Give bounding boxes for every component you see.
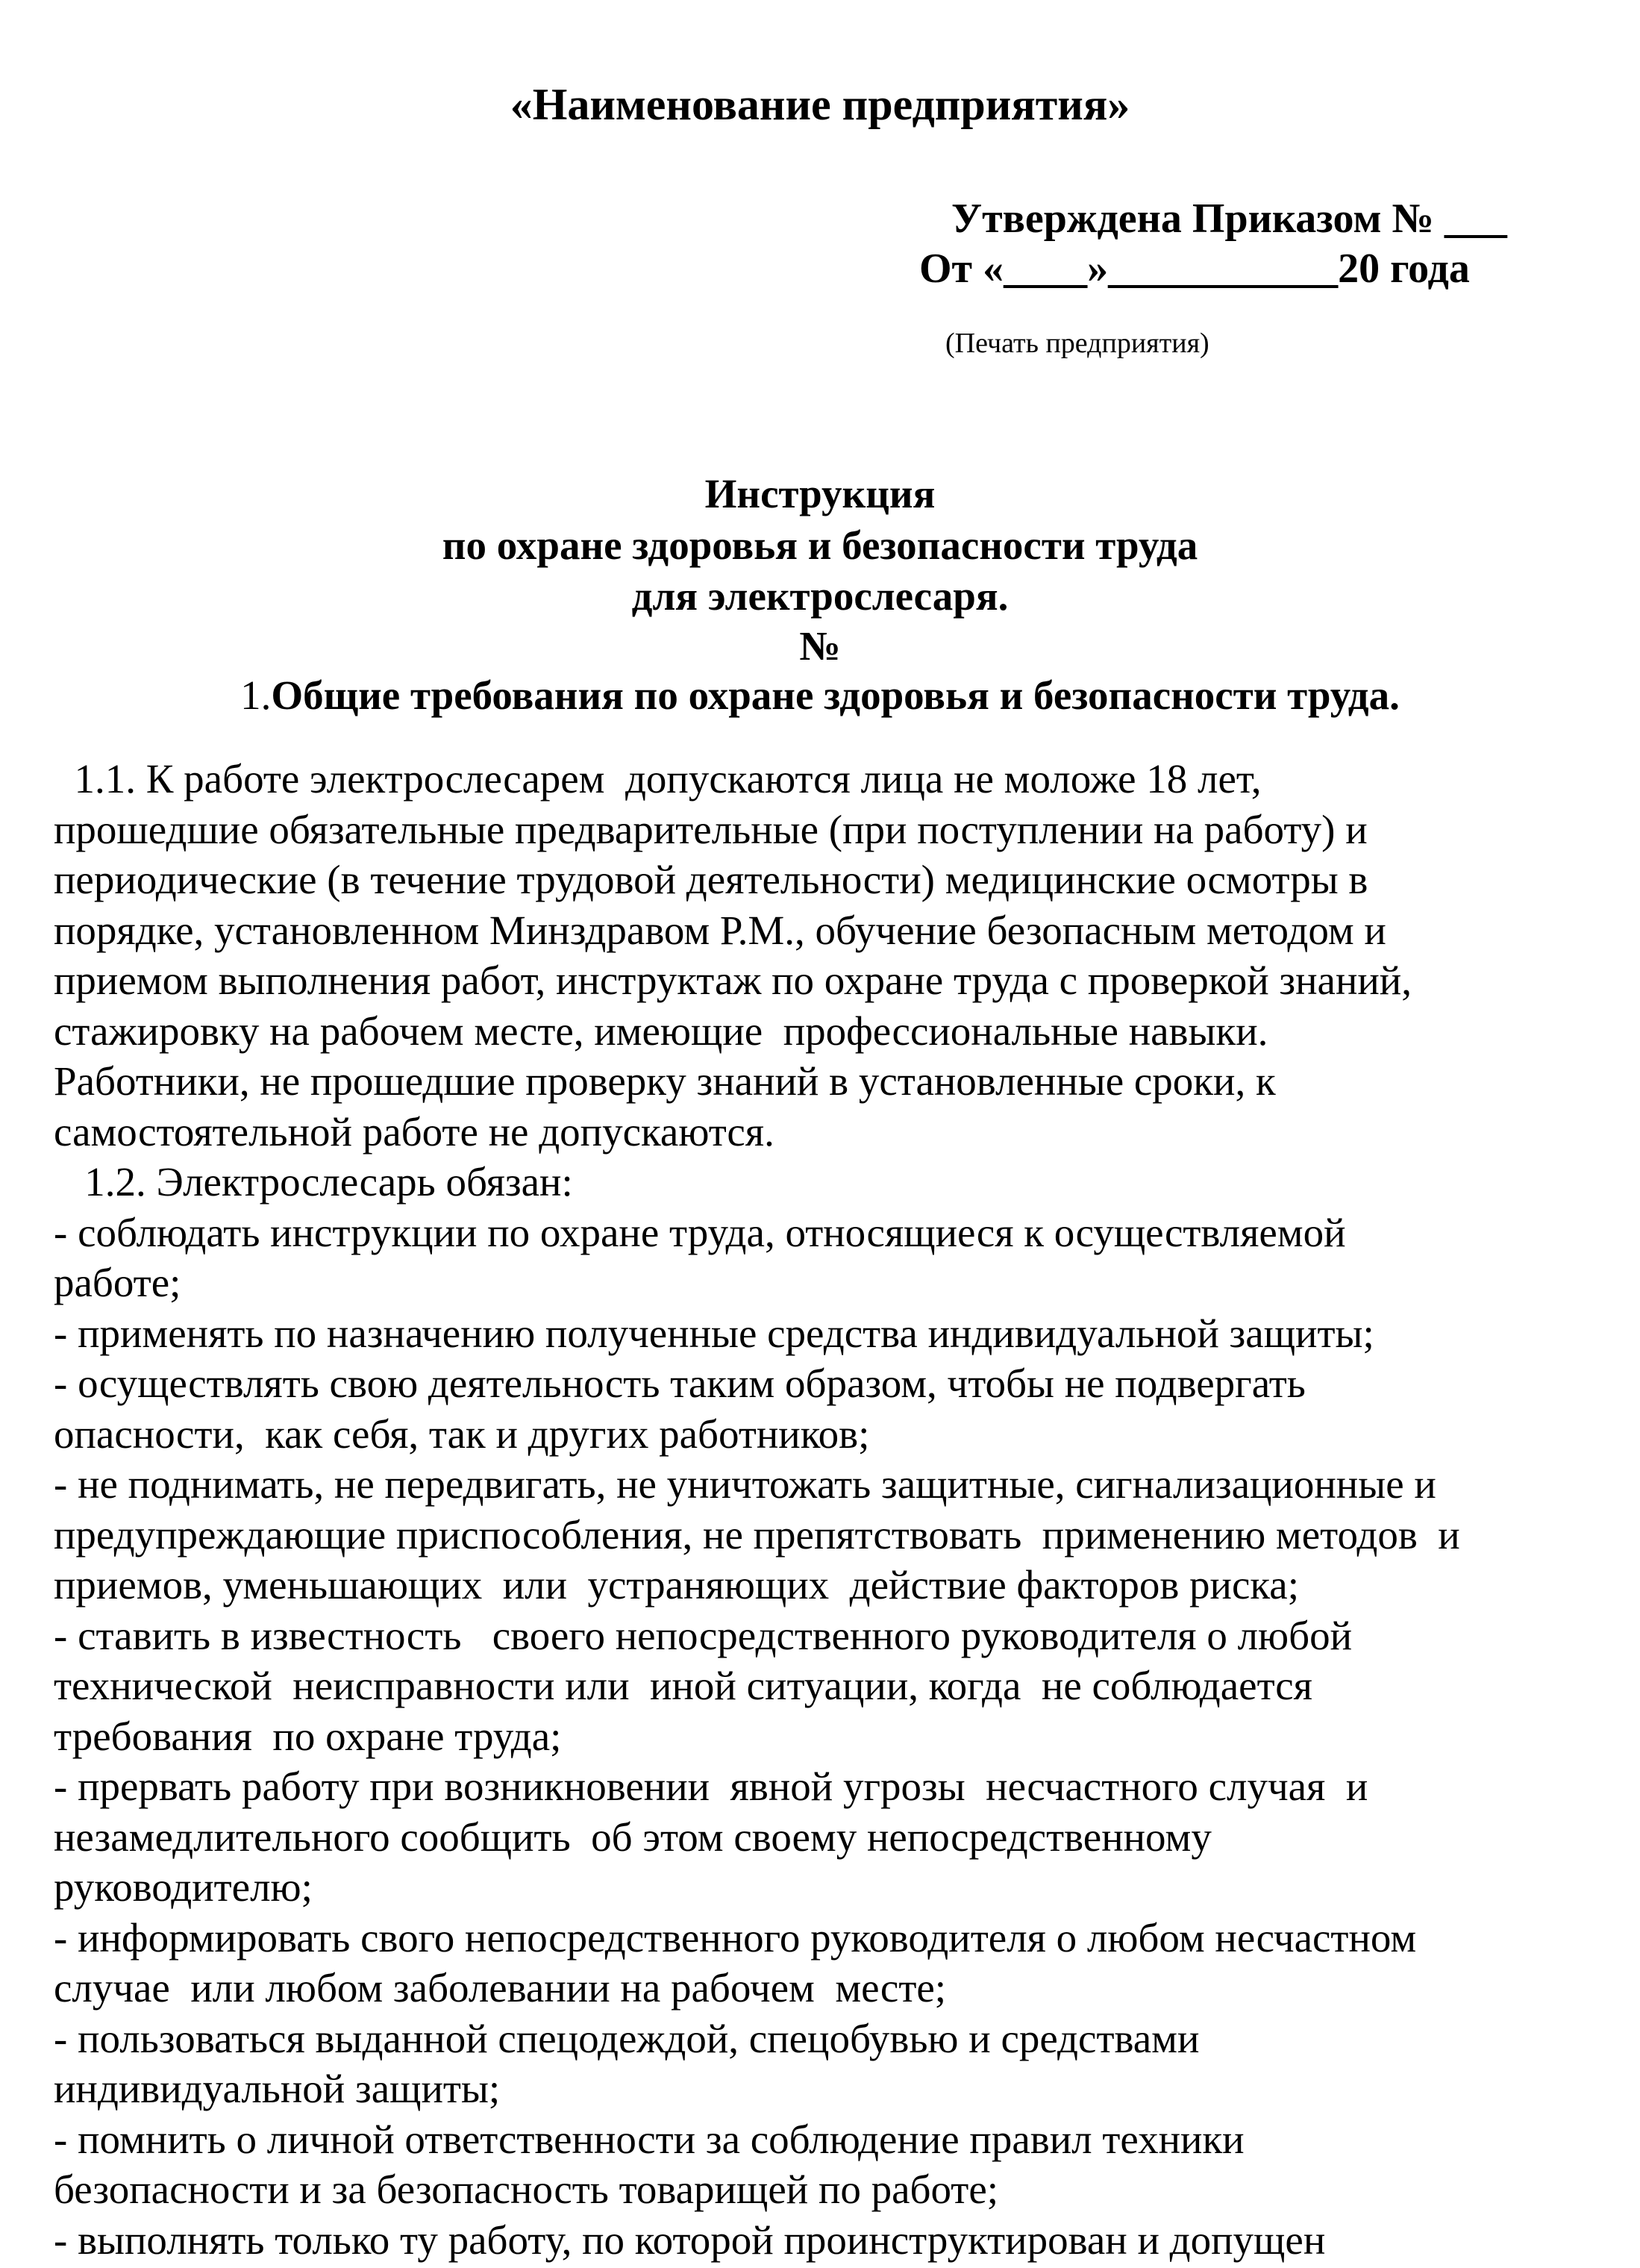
body-line: - ставить в известность своего непосредственного руководителя о любой — [54, 1612, 1353, 1658]
body-line: опасности, как себя, так и других работников; — [54, 1411, 870, 1457]
body-line: порядке, установленном Минздравом Р.М., обучение безопасным методом и — [54, 907, 1386, 953]
body-line: прошедшие обязательные предварительные (при поступлении на работу) и — [54, 806, 1368, 852]
body-line: предупреждающие приспособления, не препятствовать применению методов и — [54, 1511, 1460, 1558]
body-line: самостоятельной работе не допускаются. — [54, 1108, 774, 1155]
body-line: приемов, уменьшающих или устраняющих действие факторов риска; — [54, 1562, 1299, 1608]
company-name: «Наименование предприятия» — [510, 80, 1130, 129]
body-line: 1.1. К работе электрослесарем допускаются лица не моложе 18 лет, — [54, 756, 1262, 802]
body-line: технической неисправности или иной ситуации, когда не соблюдается — [54, 1663, 1312, 1708]
body-line: случае или любом заболевании на рабочем месте; — [54, 1965, 947, 2011]
section-heading — [0, 670, 1640, 721]
body-line: - не поднимать, не передвигать, не уничтожать защитные, сигнализационные и — [54, 1461, 1436, 1507]
section-number: 1. — [240, 672, 272, 718]
body-line: 1.2. Электрослесарь обязан: — [54, 1159, 573, 1205]
doc-title-line4: № — [799, 623, 841, 669]
body-line: незамедлительного сообщить об этом своему непосредственному — [54, 1814, 1212, 1860]
body-line: - применять по назначению полученные средства индивидуальной защиты; — [54, 1310, 1374, 1356]
approval-order-line: Утверждена Приказом № ___ — [951, 196, 1507, 242]
body-line: требования по охране труда; — [54, 1713, 562, 1759]
body-line: Работники, не прошедшие проверку знаний в установленные сроки, к — [54, 1058, 1276, 1104]
approval-date-line: От «____»___________20 года — [919, 246, 1470, 292]
body-line: работе; — [54, 1260, 181, 1305]
body-line: - осуществлять свою деятельность таким образом, чтобы не подвергать — [54, 1361, 1306, 1406]
body-line: периодические (в течение трудовой деятельности) медицинские осмотры в — [54, 857, 1368, 902]
doc-title-line2: по охране здоровья и безопасности труда — [442, 522, 1198, 568]
body-text — [54, 754, 1591, 2265]
body-line: стажировку на рабочем месте, имеющие профессиональные навыки. — [54, 1008, 1268, 1054]
body-line: руководителю; — [54, 1864, 313, 1910]
doc-title-line3: для электрослесаря. — [631, 573, 1009, 619]
body-line: - информировать свого непосредственного руководителя о любом несчастном — [54, 1914, 1417, 1961]
body-line: индивидуальной защиты; — [54, 2066, 501, 2111]
doc-title-line1: Инструкция — [704, 471, 936, 516]
body-line: приемом выполнения работ, инструктаж по охране труда с проверкой знаний, — [54, 958, 1412, 1003]
body-line: - помнить о личной ответственности за соблюдение правил техники — [54, 2116, 1245, 2162]
body-line: - выполнять только ту работу, по которой проинструктирован и допущен — [54, 2217, 1326, 2263]
body-line: - соблюдать инструкции по охране труда, относящиеся к осуществляемой — [54, 1209, 1346, 1255]
stamp-note: (Печать предприятия) — [945, 328, 1209, 359]
body-line: - пользоваться выданной спецодеждой, спецобувью и средствами — [54, 2015, 1200, 2061]
body-line: - прервать работу при возникновении явной угрозы несчастного случая и — [54, 1764, 1368, 1809]
section-title: Общие требования по охране здоровья и безопасности труда. — [271, 672, 1400, 718]
body-line: безопасности и за безопасность товарищей по работе; — [54, 2167, 999, 2212]
